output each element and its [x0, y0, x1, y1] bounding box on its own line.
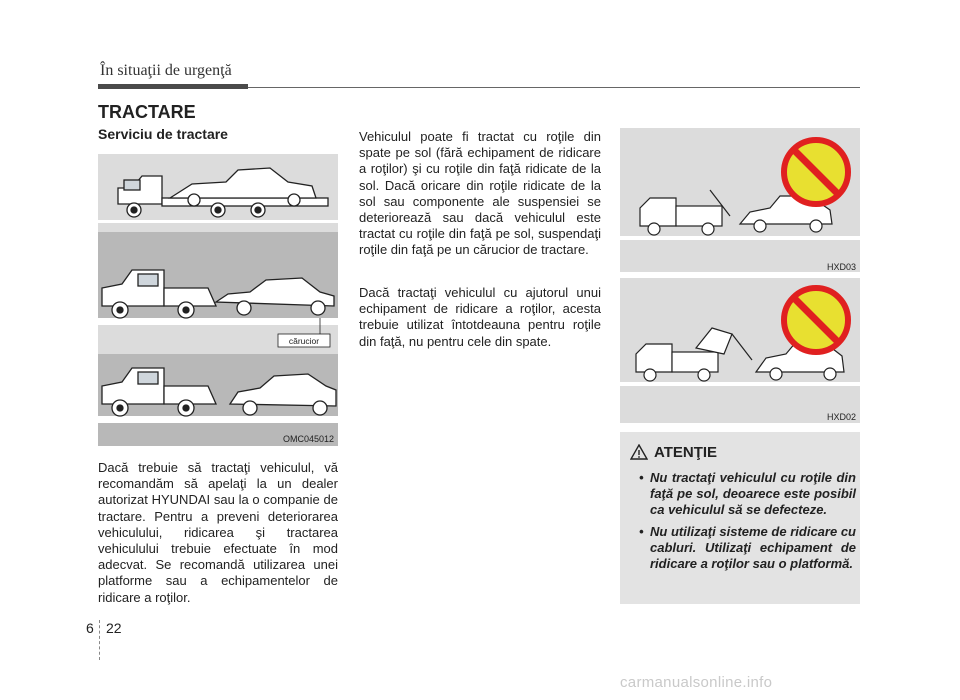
caution-title: ATENŢIE: [654, 444, 718, 461]
prohibited-towing-illustration-1: [620, 128, 860, 272]
subheading: Serviciu de tractare: [98, 126, 228, 142]
towing-illustration: [98, 154, 338, 446]
figure-code-hxd03: HXD03: [826, 262, 856, 272]
caution-item: • Nu utilizaţi sisteme de ridicare cu cabluri. Utilizaţi echipament de ridicare a roţilor sau o platformă.: [630, 524, 856, 572]
header-bar: [98, 84, 248, 89]
towing-paragraph-1: Vehiculul poate fi tractat cu roţile din spate pe sol (fără echipament de ridicare a roţilor) şi cu roţile din faţă ridicate de la sol. Dacă oricare din roţile ridicate de la sol sau componente ale suspensiei se deteriorează sau dacă vehiculul este tractat cu roţile din faţă pe sol, suspendaţi roţile din faţă pe un cărucior de tractare.: [359, 129, 601, 258]
chapter-number: 6: [86, 620, 94, 636]
caution-list: [630, 470, 856, 578]
figure-code-hxd02: HXD02: [826, 412, 856, 422]
incorrect-towing-figure-2: [620, 278, 860, 423]
towing-methods-figure: [98, 154, 338, 446]
warning-icon: [630, 444, 648, 460]
chapter-title: În situaţii de urgenţă: [100, 62, 232, 79]
prohibited-towing-illustration-2: [620, 278, 860, 423]
caution-box: [620, 432, 860, 604]
page-number: 22: [106, 620, 122, 636]
watermark: carmanualsonline.info: [620, 674, 773, 691]
header-rule: [248, 87, 860, 88]
incorrect-towing-figure-1: [620, 128, 860, 272]
section-title: TRACTARE: [98, 102, 196, 122]
dolly-label: cărucior: [288, 336, 320, 346]
towing-service-paragraph: Dacă trebuie să tractaţi vehiculul, vă recomandăm să apelaţi la un dealer autorizat HYUNDAI sau la o companie de tractare. Pentru a preveni deteriorarea vehiculului, ridicarea şi tractarea vehiculului trebuie efectuate în mod adecvat. Se recomandă utilizarea unei platforme sau a echipamentelor de ridicare a roţilor.: [98, 460, 338, 605]
caution-item: • Nu tractaţi vehiculul cu roţile din faţă pe sol, deoarece este posibil ca vehiculul să se defecteze.: [630, 470, 856, 518]
figure-code: OMC045012: [282, 434, 334, 444]
towing-paragraph-2: Dacă tractaţi vehiculul cu ajutorul unui echipament de ridicare a roţilor, acesta trebuie utilizat întotdeauna pentru roţile din faţă, nu pentru cele din spate.: [359, 285, 601, 349]
footer-separator: [99, 620, 100, 660]
